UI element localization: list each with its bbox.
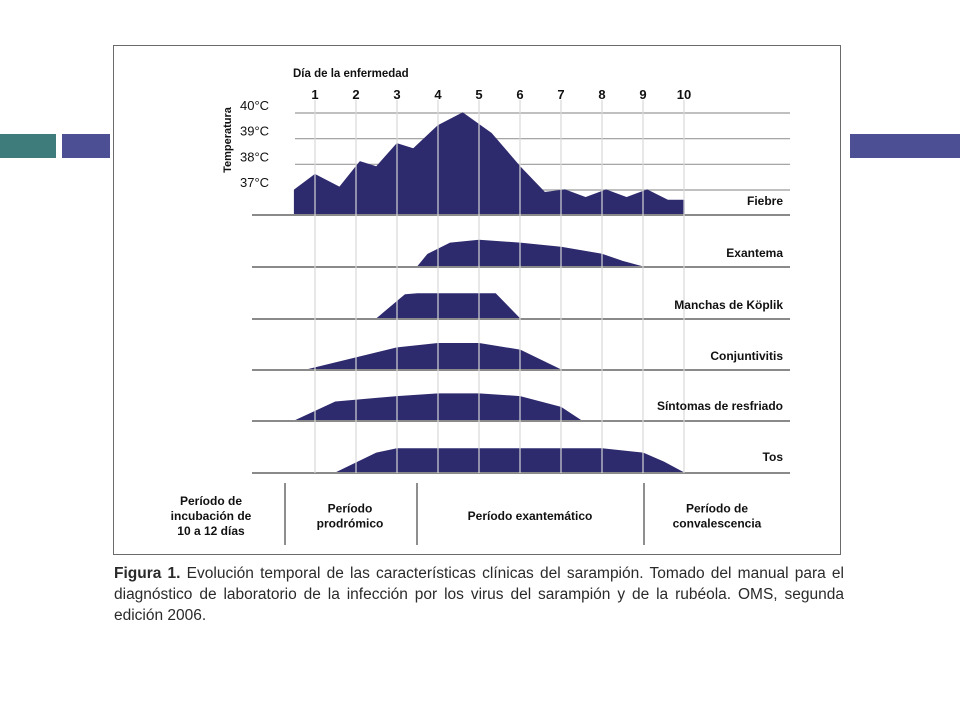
series-label: Conjuntivitis	[710, 349, 783, 363]
period-label-line: Período de	[685, 501, 749, 516]
day-tick-label: 10	[676, 87, 692, 102]
period-label-line: incubación de	[170, 509, 252, 523]
day-tick-label: 7	[557, 87, 565, 102]
temp-tick-label: 37°C	[240, 175, 270, 190]
series-area-2	[418, 240, 644, 267]
series-label: Exantema	[726, 246, 783, 260]
temp-tick-label: 38°C	[240, 149, 270, 165]
day-tick-label: 2	[352, 87, 360, 102]
day-tick-label: 4	[434, 87, 442, 102]
day-tick-label: 8	[598, 87, 606, 102]
series-label: Síntomas de resfriado	[656, 399, 783, 413]
period-label-line: Período de	[179, 494, 243, 508]
day-tick-label: 5	[475, 87, 483, 102]
series-area-3	[377, 294, 521, 319]
series-label: Manchas de Köplik	[674, 298, 783, 312]
caption-label: Figura 1.	[114, 565, 181, 582]
day-tick-label: 6	[516, 87, 524, 102]
series-label: Fiebre	[746, 194, 783, 208]
y-axis-title: Temperatura	[222, 107, 234, 173]
day-tick-label: 3	[393, 87, 401, 102]
period-label-line: prodrómico	[316, 516, 384, 531]
caption-text: Evolución temporal de las características clínicas del sarampión. Tomado del manual para el diagnóstico de laboratorio de la infección por los virus del sarampión y de la rubéola. OMS, segunda edición 2006.	[114, 565, 844, 624]
period-label-line: Período exantemático	[467, 509, 593, 523]
temp-tick-label: 39°C	[240, 123, 270, 139]
period-label-line: convalescencia	[672, 516, 762, 531]
series-label: Tos	[762, 450, 783, 464]
period-label-line: 10 a 12 días	[177, 524, 245, 538]
x-axis-title: Día de la enfermedad	[293, 68, 409, 80]
day-tick-label: 9	[639, 87, 647, 102]
day-tick-label: 1	[311, 87, 319, 102]
temp-tick-label: 40°C	[240, 98, 270, 113]
series-area-4	[307, 344, 561, 370]
figure-caption	[114, 563, 844, 626]
series-area-6	[336, 449, 685, 473]
period-label-line: Período	[327, 501, 373, 516]
